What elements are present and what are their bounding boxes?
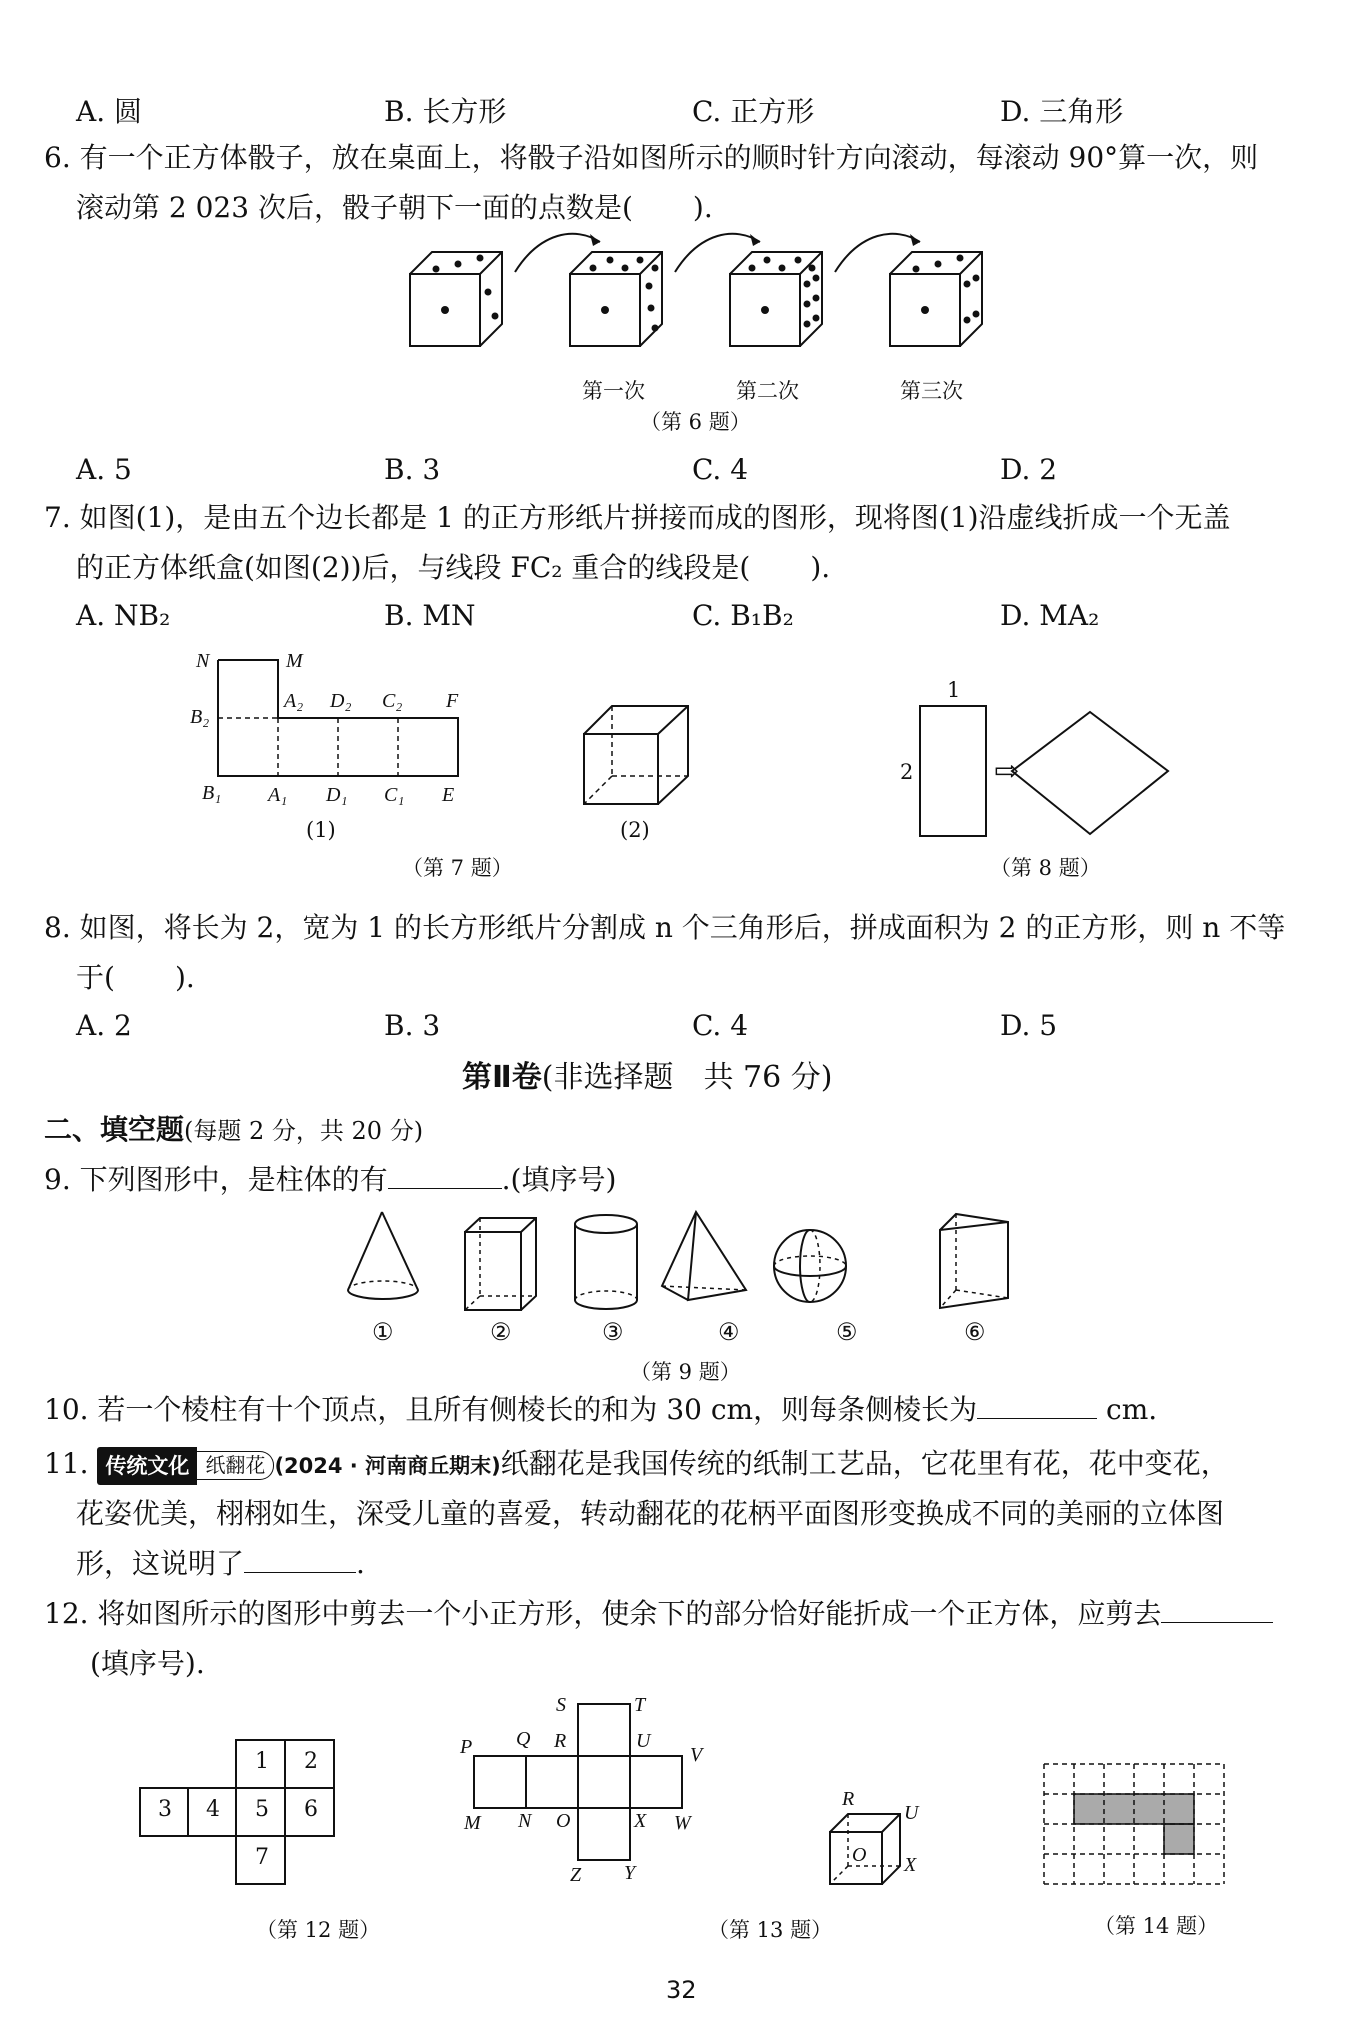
q6-line2-end: ). — [692, 191, 713, 224]
q7-point-F: F — [446, 690, 459, 712]
q11-line3-text: 形，这说明了 — [76, 1547, 245, 1580]
q12-cell-1[interactable]: 1 — [255, 1749, 269, 1774]
q13-point-P: P — [460, 1736, 473, 1758]
page-number: 32 — [666, 1976, 697, 2004]
q7-point-B1: B₁ — [202, 782, 222, 804]
q7-point-N: N — [196, 650, 210, 672]
q8-arrow: ⇨ — [994, 754, 1020, 789]
q11-line1-text: 纸翻花是我国传统的纸制工艺品，它花里有花，花中变花， — [500, 1447, 1229, 1480]
q11-line3 — [76, 1546, 365, 1582]
q7-sub1: (1) — [306, 818, 336, 842]
q13-cube-point-O: O — [852, 1844, 867, 1866]
q9-label-4: ④ — [718, 1318, 740, 1346]
part2-heading — [44, 1112, 423, 1149]
q9-label-1: ① — [372, 1318, 394, 1346]
q6-label-3: 第三次 — [900, 379, 963, 403]
q6-option-a[interactable]: A. 5 — [76, 453, 132, 486]
section2-heading — [462, 1060, 832, 1096]
q7-option-d[interactable]: D. MA₂ — [1000, 599, 1100, 632]
q6-option-b[interactable]: B. 3 — [384, 453, 441, 486]
q7-point-A2: A₂ — [284, 690, 304, 712]
q13-point-T: T — [634, 1694, 646, 1716]
q11-answer-blank[interactable] — [244, 1546, 356, 1573]
q8-option-c[interactable]: C. 4 — [692, 1009, 749, 1042]
q8-line2-text: 于( — [76, 961, 115, 994]
q8-line2 — [76, 960, 195, 996]
q13-cube-point-R: R — [842, 1788, 855, 1810]
q7-line1: 7. 如图(1)，是由五个边长都是 1 的正方形纸片拼接而成的图形，现将图(1)沿虚线折成一个无盖 — [44, 501, 1231, 534]
q9-caption: （第 9 题） — [630, 1360, 741, 1384]
q14-caption: （第 14 题） — [1094, 1914, 1219, 1938]
q13-cube-point-U: U — [904, 1802, 919, 1824]
q8-line1: 8. 如图，将长为 2，宽为 1 的长方形纸片分割成 n 个三角形后，拼成面积为 2 的正方形，则 n 不等 — [44, 911, 1286, 944]
q6-option-c[interactable]: C. 4 — [692, 453, 749, 486]
q13-caption: （第 13 题） — [708, 1918, 833, 1942]
q5-option-d[interactable]: D. 三角形 — [1000, 95, 1124, 128]
q8-option-d[interactable]: D. 5 — [1000, 1009, 1058, 1042]
q6-option-d[interactable]: D. 2 — [1000, 453, 1058, 486]
q13-point-X: X — [634, 1810, 647, 1832]
q13-cube-point-X: X — [904, 1854, 917, 1876]
q7-point-C2: C₂ — [382, 690, 403, 712]
q10-line — [44, 1392, 1157, 1428]
q12-answer-blank[interactable] — [1161, 1596, 1273, 1623]
q12-cell-6[interactable]: 6 — [304, 1797, 318, 1822]
q7-point-B2: B₂ — [190, 706, 210, 728]
q7-option-b[interactable]: B. MN — [384, 599, 476, 632]
q13-point-R: R — [554, 1730, 567, 1752]
q11-line2: 花姿优美，栩栩如生，深受儿童的喜爱，转动翻花的花柄平面图形变换成不同的美丽的立体图 — [76, 1497, 1225, 1530]
q13-point-M: M — [464, 1812, 481, 1834]
q7-caption: （第 7 题） — [402, 856, 513, 880]
q7-point-D2: D₂ — [330, 690, 352, 712]
q11-number: 11. — [44, 1447, 89, 1480]
q12-line1-text: 12. 将如图所示的图形中剪去一个小正方形，使余下的部分恰好能折成一个正方体，应剪去 — [44, 1597, 1162, 1630]
section2-title: 第Ⅱ卷 — [462, 1060, 542, 1095]
q12-caption: （第 12 题） — [256, 1918, 381, 1942]
q8-line2-end: ). — [174, 961, 195, 994]
q9-answer-blank[interactable] — [388, 1162, 502, 1189]
q7-point-M: M — [286, 650, 303, 672]
q8-option-a[interactable]: A. 2 — [76, 1009, 132, 1042]
q10-text-end: cm. — [1097, 1393, 1158, 1426]
q12-line1 — [44, 1596, 1273, 1632]
part2-note: (每题 2 分，共 20 分) — [184, 1117, 424, 1145]
q13-point-S: S — [556, 1694, 566, 1716]
q13-net-figure — [472, 1700, 692, 1870]
q9-line — [44, 1162, 616, 1198]
q5-option-b[interactable]: B. 长方形 — [384, 95, 507, 128]
q6-caption: （第 6 题） — [640, 410, 751, 434]
q12-cell-3[interactable]: 3 — [158, 1797, 172, 1822]
q9-solids-figure — [340, 1210, 1020, 1310]
q13-cube-figure — [828, 1812, 908, 1886]
q11-line3-end: . — [356, 1547, 365, 1580]
q11-source: (2024 · 河南商丘期末) — [274, 1454, 501, 1478]
q9-label-2: ② — [490, 1318, 512, 1346]
q13-point-Q: Q — [516, 1728, 531, 1750]
q13-point-O: O — [556, 1810, 571, 1832]
q12-line2: (填序号). — [90, 1647, 205, 1680]
q12-cell-4[interactable]: 4 — [206, 1797, 220, 1822]
q9-text: 9. 下列图形中，是柱体的有 — [44, 1163, 388, 1196]
q11-tag: 传统文化 — [97, 1447, 197, 1485]
q10-answer-blank[interactable] — [977, 1392, 1097, 1419]
q7-cube-figure — [584, 706, 694, 806]
q12-cell-7[interactable]: 7 — [255, 1845, 269, 1870]
q13-point-Y: Y — [624, 1862, 636, 1884]
q9-text-end: .(填序号) — [501, 1163, 617, 1196]
q6-label-2: 第二次 — [736, 379, 799, 403]
q7-sub2: (2) — [620, 818, 650, 842]
q7-point-E: E — [442, 784, 455, 806]
q7-line2 — [76, 550, 830, 586]
q8-caption: （第 8 题） — [990, 856, 1101, 880]
q12-cell-2[interactable]: 2 — [304, 1749, 318, 1774]
q7-option-a[interactable]: A. NB₂ — [76, 599, 171, 632]
q12-cell-5[interactable]: 5 — [255, 1797, 269, 1822]
q14-grid-figure — [1044, 1764, 1226, 1886]
q9-label-6: ⑥ — [964, 1318, 986, 1346]
q10-text: 10. 若一个棱柱有十个顶点，且所有侧棱长的和为 30 cm，则每条侧棱长为 — [44, 1393, 978, 1426]
q7-point-D1: D₁ — [326, 784, 348, 806]
q13-point-W: W — [674, 1812, 691, 1834]
q13-point-U: U — [636, 1730, 651, 1752]
q9-label-5: ⑤ — [836, 1318, 858, 1346]
q6-label-1: 第一次 — [582, 379, 645, 403]
q11-tag2: 纸翻花 — [197, 1451, 274, 1480]
q7-option-c[interactable]: C. B₁B₂ — [692, 599, 794, 632]
q6-line2 — [76, 190, 713, 226]
q13-point-Z: Z — [570, 1864, 582, 1886]
q9-label-3: ③ — [602, 1318, 624, 1346]
q8-option-b[interactable]: B. 3 — [384, 1009, 441, 1042]
q7-point-C1: C₁ — [384, 784, 405, 806]
q7-line2-text: 的正方体纸盒(如图(2))后，与线段 FC₂ 重合的线段是( — [76, 551, 751, 584]
q5-option-c[interactable]: C. 正方形 — [692, 95, 815, 128]
q7-point-A1: A₁ — [268, 784, 288, 806]
q8-fig-top: 1 — [947, 678, 961, 702]
section2-subtitle: (非选择题 共 76 分) — [541, 1060, 833, 1095]
q13-point-V: V — [690, 1744, 703, 1766]
q11-line1 — [44, 1446, 1229, 1485]
q6-dice-figure — [400, 232, 1000, 372]
part2-title: 二、填空题 — [44, 1113, 185, 1146]
q6-line1: 6. 有一个正方体骰子，放在桌面上，将骰子沿如图所示的顺时针方向滚动，每滚动 90°算一次，则 — [44, 141, 1259, 174]
q13-point-N: N — [518, 1810, 532, 1832]
q6-line2-text: 滚动第 2 023 次后，骰子朝下一面的点数是( — [76, 191, 633, 224]
q7-line2-end: ). — [810, 551, 831, 584]
q8-fig-left: 2 — [900, 760, 914, 784]
q7-net-figure — [218, 660, 458, 780]
q8-figure — [918, 704, 1178, 840]
q5-option-a[interactable]: A. 圆 — [76, 95, 143, 128]
